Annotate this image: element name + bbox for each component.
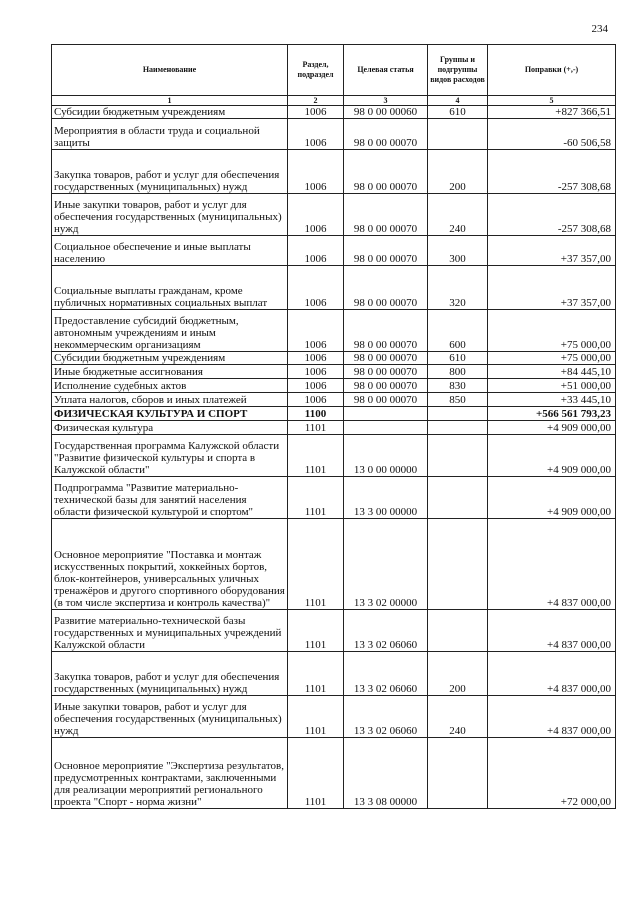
table-row <box>52 519 616 610</box>
row-group: 610 <box>428 106 488 119</box>
row-section: 1006 <box>288 106 344 119</box>
row-name: Социальное обеспечение и иные выплаты населению <box>52 236 288 266</box>
row-section: 1101 <box>288 610 344 652</box>
row-target: 13 3 02 00000 <box>344 519 428 610</box>
row-section: 1006 <box>288 365 344 379</box>
row-amount: +4 837 000,00 <box>488 610 616 652</box>
row-target: 13 3 00 00000 <box>344 477 428 519</box>
row-name: Мероприятия в области труда и социальной защиты <box>52 119 288 150</box>
row-section: 1006 <box>288 150 344 194</box>
row-amount: +37 357,00 <box>488 266 616 310</box>
header-row <box>52 45 616 96</box>
row-group: 200 <box>428 150 488 194</box>
row-amount: +4 909 000,00 <box>488 421 616 435</box>
row-name: Государственная программа Калужской области "Развитие физической культуры и спорта в Калужской области" <box>52 435 288 477</box>
table-row <box>52 106 616 119</box>
row-target: 98 0 00 00060 <box>344 106 428 119</box>
row-target: 13 3 02 06060 <box>344 610 428 652</box>
row-group <box>428 435 488 477</box>
row-section: 1101 <box>288 421 344 435</box>
row-target: 98 0 00 00070 <box>344 150 428 194</box>
row-section: 1006 <box>288 379 344 393</box>
row-amount: +4 837 000,00 <box>488 652 616 696</box>
row-group: 830 <box>428 379 488 393</box>
row-target: 98 0 00 00070 <box>344 236 428 266</box>
table-row <box>52 652 616 696</box>
row-section: 1100 <box>288 407 344 421</box>
row-section: 1101 <box>288 738 344 809</box>
row-amount: +4 909 000,00 <box>488 477 616 519</box>
row-name: Субсидии бюджетным учреждениям <box>52 352 288 365</box>
row-amount: +33 445,10 <box>488 393 616 407</box>
row-group: 240 <box>428 696 488 738</box>
row-amount: -257 308,68 <box>488 150 616 194</box>
row-target: 98 0 00 00070 <box>344 393 428 407</box>
row-group: 600 <box>428 310 488 352</box>
row-amount: +37 357,00 <box>488 236 616 266</box>
row-group: 300 <box>428 236 488 266</box>
table-row <box>52 421 616 435</box>
row-group: 240 <box>428 194 488 236</box>
row-section: 1006 <box>288 266 344 310</box>
row-group <box>428 519 488 610</box>
column-number: 5 <box>488 96 616 106</box>
table-row <box>52 407 616 421</box>
row-group <box>428 477 488 519</box>
row-name: Иные закупки товаров, работ и услуг для обеспечения государственных (муниципальных) нужд <box>52 194 288 236</box>
table-row <box>52 194 616 236</box>
table-row <box>52 365 616 379</box>
row-group <box>428 119 488 150</box>
table-row <box>52 236 616 266</box>
row-target: 98 0 00 00070 <box>344 310 428 352</box>
table-row <box>52 119 616 150</box>
row-amount: +566 561 793,23 <box>488 407 616 421</box>
row-section: 1101 <box>288 696 344 738</box>
row-section: 1006 <box>288 352 344 365</box>
row-name: Закупка товаров, работ и услуг для обеспечения государственных (муниципальных) нужд <box>52 150 288 194</box>
row-group: 200 <box>428 652 488 696</box>
row-section: 1101 <box>288 477 344 519</box>
row-section: 1101 <box>288 519 344 610</box>
row-target: 13 0 00 00000 <box>344 435 428 477</box>
row-target: 13 3 02 06060 <box>344 696 428 738</box>
table-row <box>52 150 616 194</box>
table-row <box>52 379 616 393</box>
table-row <box>52 393 616 407</box>
table-row <box>52 435 616 477</box>
row-name: Исполнение судебных актов <box>52 379 288 393</box>
row-target: 98 0 00 00070 <box>344 352 428 365</box>
row-name: Подпрограмма "Развитие материально-технической базы для занятий населения области физической культурой и спортом" <box>52 477 288 519</box>
row-group: 850 <box>428 393 488 407</box>
row-name: Социальные выплаты гражданам, кроме публичных нормативных социальных выплат <box>52 266 288 310</box>
row-amount: +827 366,51 <box>488 106 616 119</box>
header-name: Наименование <box>52 45 288 96</box>
row-target <box>344 421 428 435</box>
row-name: Иные бюджетные ассигнования <box>52 365 288 379</box>
row-amount: +4 837 000,00 <box>488 696 616 738</box>
row-amount: +75 000,00 <box>488 352 616 365</box>
row-target: 98 0 00 00070 <box>344 365 428 379</box>
table-row <box>52 610 616 652</box>
column-number: 4 <box>428 96 488 106</box>
row-name: Развитие материально-технической базы государственных и муниципальных учреждений Калужской области <box>52 610 288 652</box>
row-name: Иные закупки товаров, работ и услуг для обеспечения государственных (муниципальных) нужд <box>52 696 288 738</box>
row-group <box>428 421 488 435</box>
row-group: 800 <box>428 365 488 379</box>
row-name: Основное мероприятие "Поставка и монтаж искусственных покрытий, хоккейных бортов, блок-контейнеров, универсальных уличных тренажёров и другого спортивного оборудования (в том числе экспертиза и контроль качества)" <box>52 519 288 610</box>
row-amount: +72 000,00 <box>488 738 616 809</box>
row-group <box>428 738 488 809</box>
column-number-row <box>52 96 616 106</box>
row-section: 1006 <box>288 236 344 266</box>
row-target: 98 0 00 00070 <box>344 266 428 310</box>
row-section: 1006 <box>288 310 344 352</box>
row-target: 98 0 00 00070 <box>344 119 428 150</box>
row-name: Основное мероприятие "Экспертиза результатов, предусмотренных контрактами, заключенными для реализации мероприятий регионального проекта "Спорт - норма жизни" <box>52 738 288 809</box>
row-group <box>428 407 488 421</box>
row-group <box>428 610 488 652</box>
row-section: 1101 <box>288 652 344 696</box>
table-row <box>52 696 616 738</box>
row-target: 98 0 00 00070 <box>344 194 428 236</box>
row-section: 1101 <box>288 435 344 477</box>
row-group: 610 <box>428 352 488 365</box>
row-name: Субсидии бюджетным учреждениям <box>52 106 288 119</box>
row-name: Закупка товаров, работ и услуг для обеспечения государственных (муниципальных) нужд <box>52 652 288 696</box>
row-section: 1006 <box>288 194 344 236</box>
row-target: 13 3 02 06060 <box>344 652 428 696</box>
row-target: 98 0 00 00070 <box>344 379 428 393</box>
row-amount: +75 000,00 <box>488 310 616 352</box>
header-target: Целевая статья <box>344 45 428 96</box>
header-section: Раздел, подраздел <box>288 45 344 96</box>
row-amount: -257 308,68 <box>488 194 616 236</box>
row-name: ФИЗИЧЕСКАЯ КУЛЬТУРА И СПОРТ <box>52 407 288 421</box>
row-name: Предоставление субсидий бюджетным, автономным учреждениям и иным некоммерческим организациям <box>52 310 288 352</box>
row-section: 1006 <box>288 119 344 150</box>
header-amendments: Поправки (+,-) <box>488 45 616 96</box>
row-group: 320 <box>428 266 488 310</box>
column-number: 1 <box>52 96 288 106</box>
row-amount: +51 000,00 <box>488 379 616 393</box>
table-row <box>52 310 616 352</box>
column-number: 3 <box>344 96 428 106</box>
row-section: 1006 <box>288 393 344 407</box>
table-row <box>52 352 616 365</box>
row-name: Уплата налогов, сборов и иных платежей <box>52 393 288 407</box>
row-target: 13 3 08 00000 <box>344 738 428 809</box>
budget-amendments-table <box>51 44 616 809</box>
row-amount: +4 909 000,00 <box>488 435 616 477</box>
row-name: Физическая культура <box>52 421 288 435</box>
column-number: 2 <box>288 96 344 106</box>
row-amount: +84 445,10 <box>488 365 616 379</box>
table-row <box>52 477 616 519</box>
row-amount: +4 837 000,00 <box>488 519 616 610</box>
row-target <box>344 407 428 421</box>
header-groups: Группы и подгруппы видов расходов <box>428 45 488 96</box>
page-number: 234 <box>591 23 608 35</box>
table-row <box>52 266 616 310</box>
table-row <box>52 738 616 809</box>
row-amount: -60 506,58 <box>488 119 616 150</box>
table-body <box>52 106 616 809</box>
